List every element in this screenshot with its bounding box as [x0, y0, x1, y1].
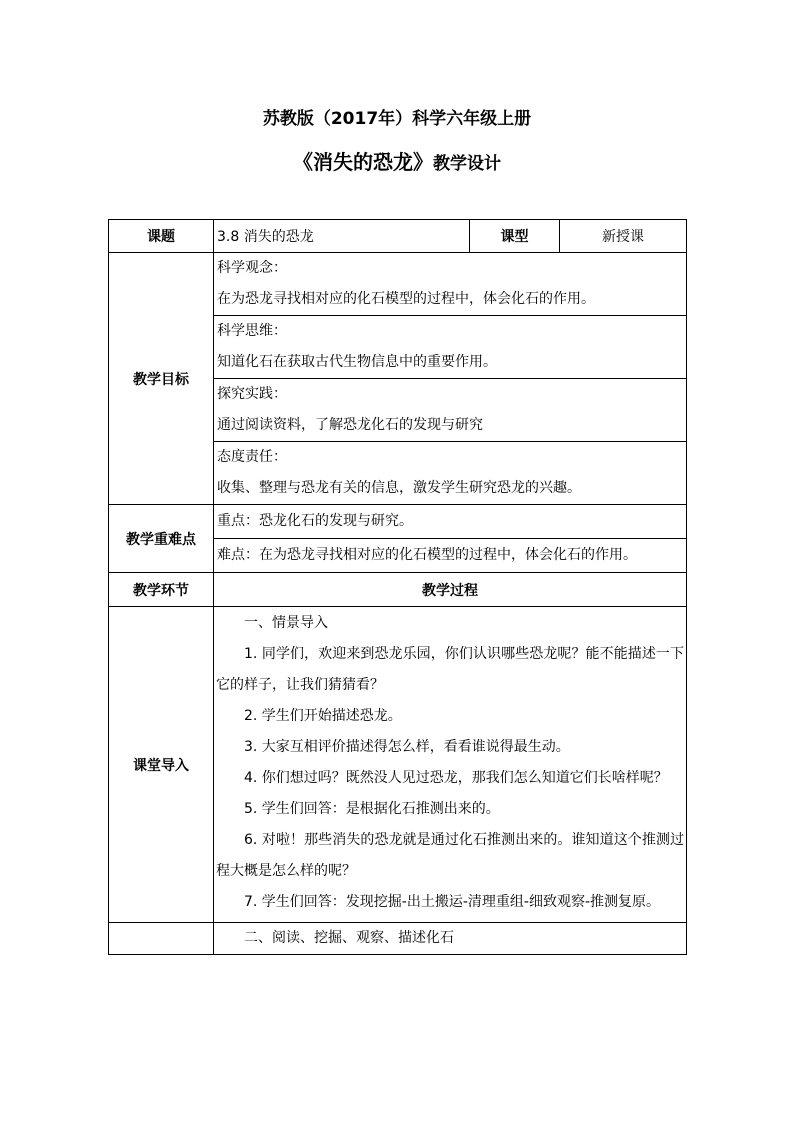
goal-block	[214, 253, 686, 316]
intro-line: 一、情景导入	[244, 615, 328, 631]
section-header-row	[109, 573, 687, 607]
goal-text: 知道化石在获取古代生物信息中的重要作用。	[217, 354, 497, 370]
section2-title: 二、阅读、挖掘、观察、描述化石	[244, 930, 454, 946]
goal-text: 在为恐龙寻找相对应的化石模型的过程中，体会化石的作用。	[217, 291, 595, 307]
intro-line: 2. 学生们开始描述恐龙。	[244, 708, 402, 724]
goal-block	[214, 379, 686, 442]
topic-row	[109, 220, 687, 253]
intro-label: 课堂导入	[109, 607, 214, 923]
process-header: 教学过程	[214, 573, 687, 607]
intro-line: 6. 对啦！那些消失的恐龙就是通过化石推测出来的。谁知道这个推测过程大概是怎么样的呢？	[216, 832, 684, 879]
goal-heading: 科学思维：	[217, 323, 287, 339]
document-title: 苏教版（2017年）科学六年级上册	[262, 109, 532, 129]
section2-row	[109, 923, 687, 955]
topic-label: 课题	[109, 220, 214, 253]
goal-heading: 态度责任：	[217, 449, 287, 465]
intro-line: 7. 学生们回答：发现挖掘-出土搬运-清理重组-细致观察-推测复原。	[244, 894, 661, 910]
goal-block	[214, 316, 686, 379]
keypoints-cell	[214, 505, 687, 573]
goal-text: 通过阅读资料，了解恐龙化石的发现与研究	[217, 417, 483, 433]
goal-text: 收集、整理与恐龙有关的信息，激发学生研究恐龙的兴趣。	[217, 480, 581, 496]
lesson-plan-table	[108, 219, 687, 955]
topic-value: 3.8 消失的恐龙	[214, 220, 470, 253]
stage-header: 教学环节	[109, 573, 214, 607]
type-label: 课型	[470, 220, 560, 253]
goals-label: 教学目标	[109, 253, 214, 505]
key-point: 重点：恐龙化石的发现与研究。	[214, 505, 686, 539]
keypoints-row	[109, 505, 687, 573]
goal-heading: 探究实践：	[217, 386, 287, 402]
goal-heading: 科学观念：	[217, 260, 287, 276]
lesson-title-tail: 教学设计	[433, 154, 501, 174]
intro-line: 1. 同学们，欢迎来到恐龙乐园，你们认识哪些恐龙呢？能不能描述一下它的样子，让我们猜猜看？	[216, 646, 684, 693]
keypoints-label: 教学重难点	[109, 505, 214, 573]
intro-line: 5. 学生们回答：是根据化石推测出来的。	[244, 801, 500, 817]
goals-cell	[214, 253, 687, 505]
goal-block	[214, 442, 686, 504]
intro-process	[214, 607, 687, 923]
section2-stage-cell	[109, 923, 214, 955]
lesson-title	[0, 146, 794, 175]
type-value: 新授课	[560, 220, 687, 253]
intro-line: 3. 大家互相评价描述得怎么样，看看谁说得最生动。	[244, 739, 570, 755]
intro-line: 4. 你们想过吗？既然没人见过恐龙，那我们怎么知道它们长啥样呢？	[244, 770, 668, 786]
intro-row	[109, 607, 687, 923]
difficult-point: 难点：在为恐龙寻找相对应的化石模型的过程中，体会化石的作用。	[217, 547, 637, 563]
lesson-title-main: 《消失的恐龙》	[293, 150, 433, 174]
goals-row	[109, 253, 687, 505]
section2-cell	[214, 923, 687, 955]
